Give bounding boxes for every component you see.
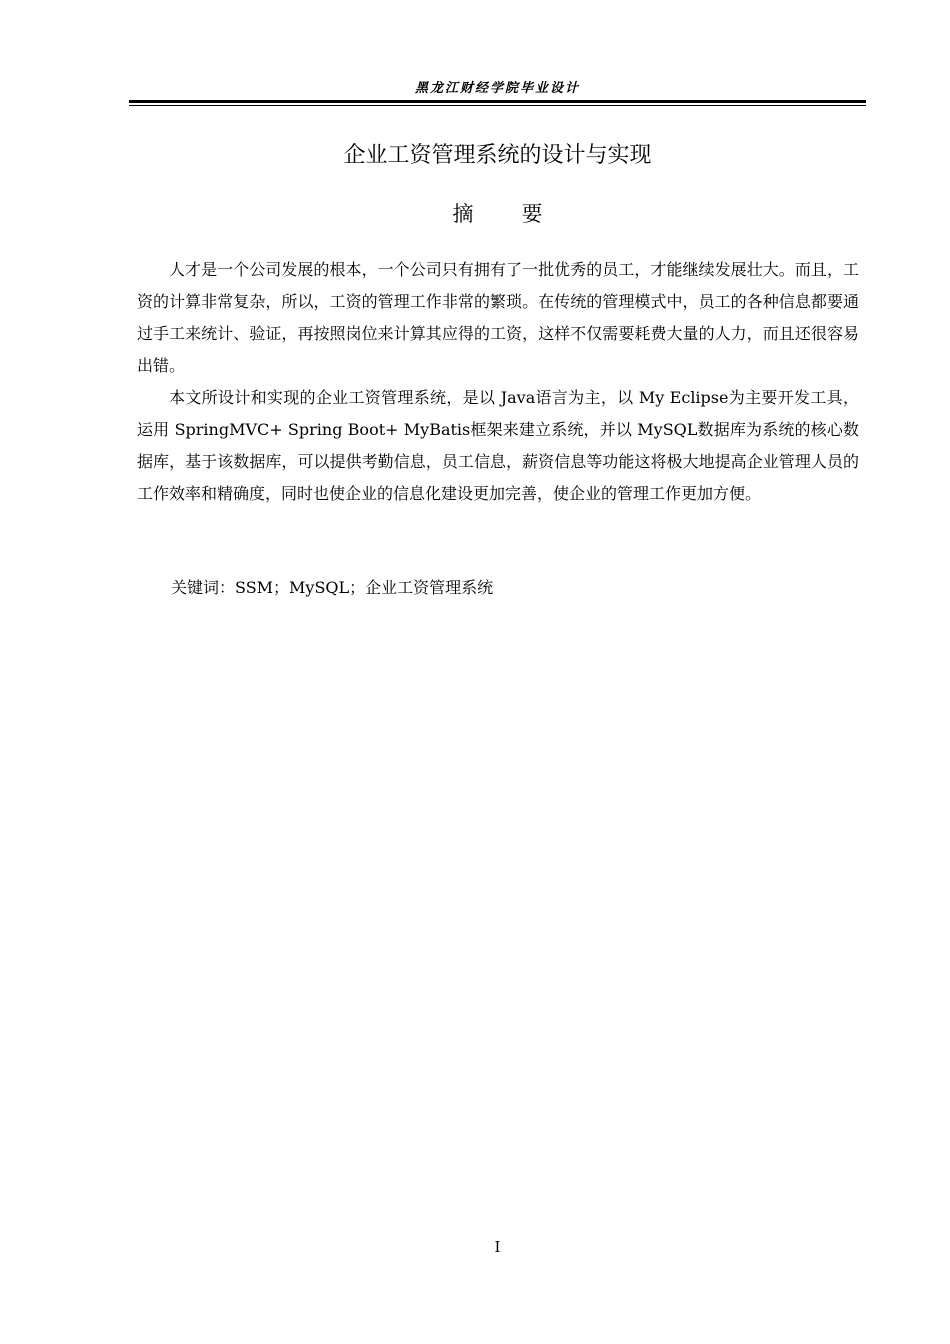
abstract-heading-left: 摘 [452,202,474,226]
abstract-heading [129,199,866,229]
keywords-label: 关键词： [171,578,236,597]
page-header: 黑龙江财经学院毕业设计 [414,81,580,96]
abstract-paragraph-2: 本文所设计和实现的企业工资管理系统，是以 Java语言为主，以 My Eclipse为主要开发工具，运用 SpringMVC+ Spring Boot+ MyBatis框架来建立系统，并以 MySQL数据库为系统的核心数据库，基于该数据库，可以提供考勤信息，员工信息，薪资信息等功能这将极大地提高企业管理人员的工作效率和精确度，同时也使企业的信息化建设更加完善，使企业的管理工作更加方便。 [137,388,859,503]
document-title: 企业工资管理系统的设计与实现 [343,143,652,168]
header-rule-thick [129,100,866,103]
keywords-line [171,572,871,604]
page-number: I [494,1238,501,1256]
abstract-paragraph-1: 人才是一个公司发展的根本，一个公司只有拥有了一批优秀的员工，才能继续发展壮大。而且，工资的计算非常复杂，所以，工资的管理工作非常的繁琐。在传统的管理模式中，员工的各种信息都要通过手工来统计、验证，再按照岗位来计算其应得的工资，这样不仅需要耗费大量的人力，而且还很容易出错。 [137,260,859,375]
abstract-body [137,254,859,510]
header-rule-thin [129,105,866,106]
keywords-value: SSM；MySQL；企业工资管理系统 [235,578,494,597]
abstract-heading-right: 要 [521,202,543,226]
